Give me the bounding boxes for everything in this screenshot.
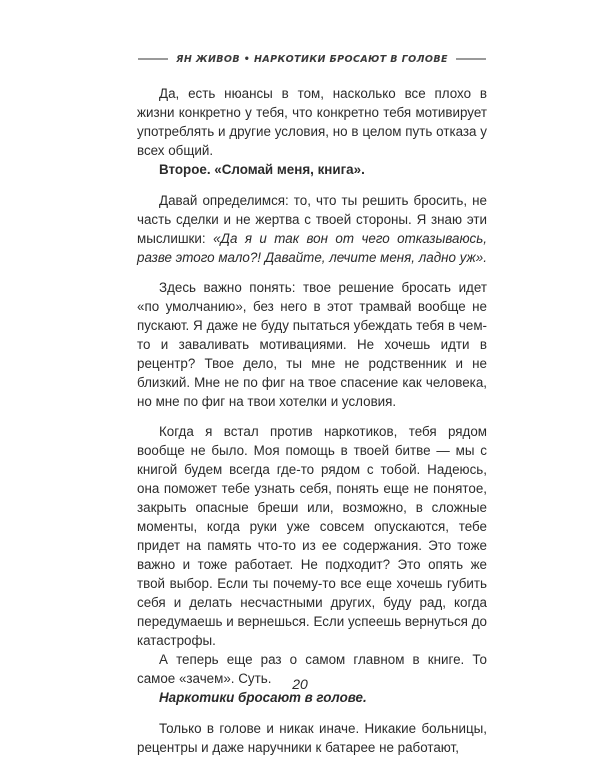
running-head-title: НАРКОТИКИ БРОСАЮТ В ГОЛОВЕ bbox=[253, 53, 448, 65]
section-heading-drugs: Наркотики бросают в голове. bbox=[159, 690, 367, 705]
page-number: 20 bbox=[292, 676, 308, 692]
running-head-right-rule bbox=[456, 58, 486, 60]
running-head-text bbox=[168, 54, 456, 65]
running-head-left-rule bbox=[138, 58, 168, 60]
running-head-author: ЯН ЖИВОВ bbox=[176, 53, 241, 65]
paragraph-5: А теперь еще раз о самом главном в книге. То самое «зачем». Суть. bbox=[137, 652, 487, 686]
paragraph-4: Когда я встал против наркотиков, тебя рядом вообще не было. Моя помощь в твоей битве — мы с книгой будем всегда где-то рядом с тобой. Надеюсь, она поможет тебе узнать себя, понять еще не понятое, закрыть опасные бреши или, возможно, в сложные моменты, когда руки уже совсем опускаются, тебе придет на память что-то из ее содержания. Это тоже важно и тоже работает. Не подходит? Это опять же твой выбор. Если ты почему-то все еще хочешь губить себя и делать несчастными других, буду рад, когда передумаешь и вернешься. Если успеешь вернуться до катастрофы. bbox=[137, 424, 487, 648]
paragraph-1: Да, есть нюансы в том, насколько все плохо в жизни конкретно у тебя, что конкретно тебя мотивирует употреблять и другие условия, но в целом путь отказа у всех общий. bbox=[137, 86, 487, 158]
page-body bbox=[137, 84, 487, 757]
paragraph-2 bbox=[137, 191, 487, 267]
paragraph-3: Здесь важно понять: твое решение бросать идет «по умолчанию», без него в этот трамвай вообще не пускают. Я даже не буду пытаться убеждать тебя в чем-то и заваливать мотивациями. Не хочешь идти в рецентр? Твое дело, ты мне не родственник и не близкий. Мне не по фиг на твое спасение как человека, но мне по фиг на твои хотелки и условия. bbox=[137, 280, 487, 409]
paragraph-2-quote: «Да я и так вон от чего отказываюсь, разве этого мало?! Давайте, лечите меня, ладно уж». bbox=[137, 231, 487, 265]
section-heading-second: Второе. «Сломай меня, книга». bbox=[159, 162, 365, 177]
paragraph-2-text: Давай определимся: то, что ты решить бросить, не часть сделки и не жертва с твоей стороны. Я знаю эти мыслишки: bbox=[137, 193, 487, 246]
running-head bbox=[138, 52, 486, 66]
paragraph-6: Только в голове и никак иначе. Никакие больницы, рецентры и даже наручники к батарее не работают, bbox=[137, 721, 487, 755]
running-head-separator: • bbox=[243, 53, 251, 65]
